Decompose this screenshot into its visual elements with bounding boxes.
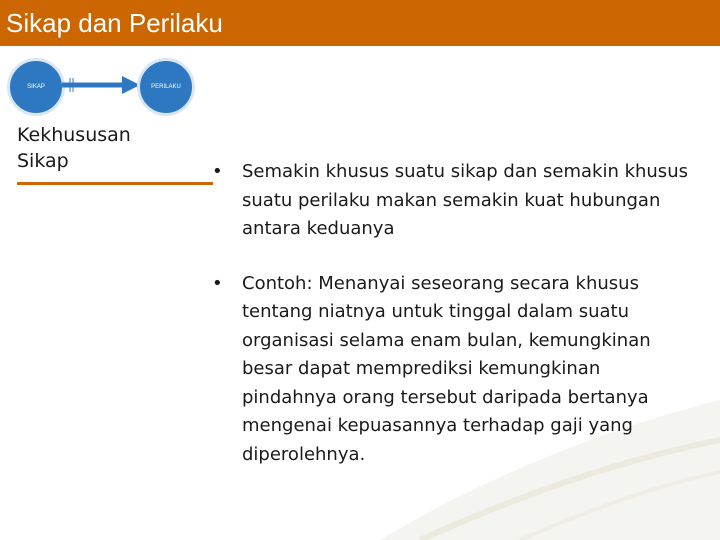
title-bar bbox=[0, 0, 720, 46]
bullet-dot-icon: • bbox=[212, 161, 223, 182]
sikap-circle: SIKAP bbox=[7, 58, 65, 116]
side-label bbox=[17, 122, 187, 174]
side-label-line2: Sikap bbox=[17, 150, 69, 172]
bullet-item bbox=[212, 270, 692, 470]
bullet-item bbox=[212, 158, 692, 244]
bullet-list bbox=[212, 158, 692, 495]
side-label-underline bbox=[17, 182, 213, 185]
bullet-text: Semakin khusus suatu sikap dan semakin khusus suatu perilaku makan semakin kuat hubungan antara keduanya bbox=[242, 161, 688, 239]
slide-title: Sikap dan Perilaku bbox=[6, 8, 223, 38]
right-arrow-icon bbox=[62, 74, 142, 96]
bullet-dot-icon: • bbox=[212, 272, 223, 294]
bullet-text: Contoh: Menanyai seseorang secara khusus tentang niatnya untuk tinggal dalam suatu organisasi selama enam bulan, kemungkinan besar dapat memprediksi kemungkinan pindahnya orang tersebut daripada bertanya mengenai kepuasannya terhadap gaji yang diperolehnya. bbox=[242, 272, 651, 465]
side-label-line1: Kekhususan bbox=[17, 124, 131, 146]
perilaku-circle: PERILAKU bbox=[137, 58, 195, 116]
